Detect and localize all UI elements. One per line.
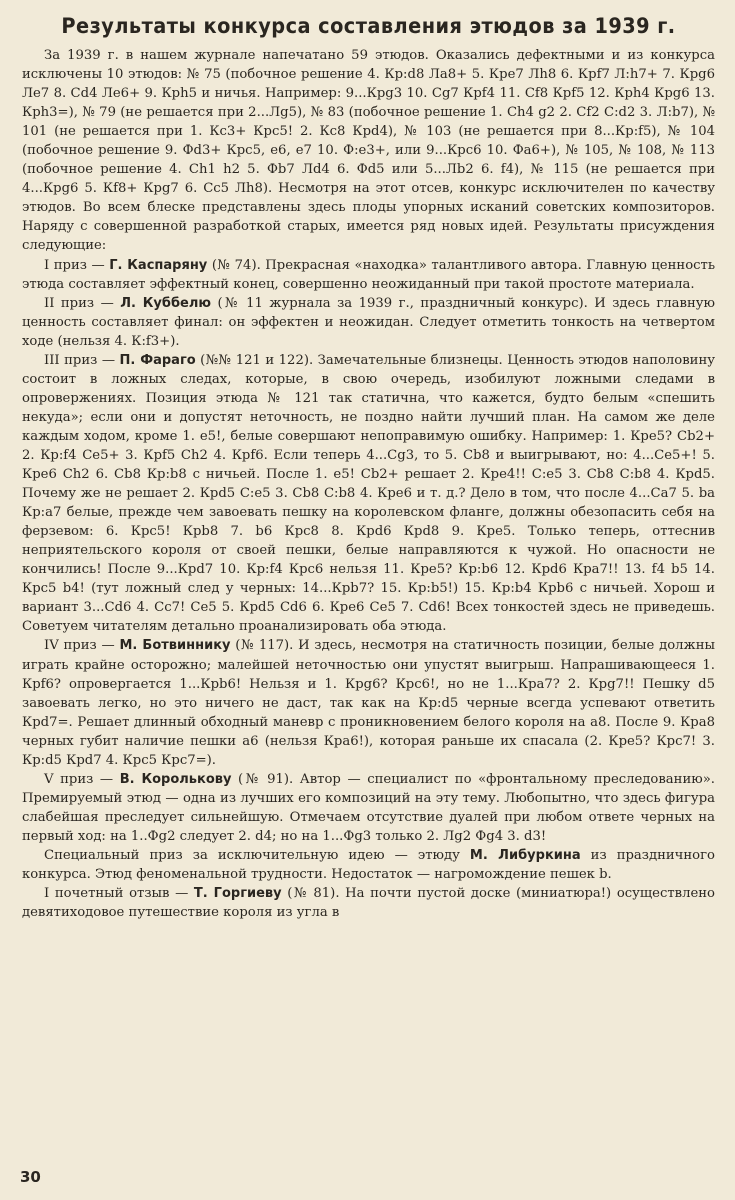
special-prize-text: из праздничного конкурса. Этюд феноменальной трудности. Недостаток — нагромождение пешек b. <box>22 847 715 883</box>
article-title: Результаты конкурса составления этюдов за 1939 г. <box>61 14 676 38</box>
intro-paragraph: За 1939 г. в нашем журнале напечатано 59 этюдов. Оказались дефектными и из конкурса исключены 10 этюдов: № 75 (побочное решение 4. Кр:d8 Ла8+ 5. Кре7 Лh8 6. Крf7 Л:h7+ 7. Крg6 Ле7 8. Cd4 Ле6+ 9. Крh5 и ничья. Например: 9...Крg3 10. Cg7 Крf4 11. Cf8 Крf5 12. Крh4 Крg6 13. Крh3=), № 79 (не решается при 2...Лg5), № 83 (побочное решение 1. Ch4 g2 2. Cf2 С:d2 3. Л:b7), № 101 (не решается при 1. Кc3+ Крс5! 2. Кс8 Крd4), № 103 (не решается при 8...Кр:f5), № 104 (побочное решение 9. Фd3+ Крс5, е6, е7 10. Ф:е3+, или 9...Крс6 10. Фа6+), № 105, № 108, № 113 (побочное решение 4. Ch1 h2 5. Фb7 Лd4 6. Фd5 или 5...Лb2 6. f4), № 115 (не решается при 4...Крg6 5. Кf8+ Крg7 6. Сс5 Лh8). Несмотря на этот отсев, конкурс исключителен по качеству этюдов. Во всем блеске представлены здесь плоды упорных исканий советских композиторов. Наряду с совершенной разработкой старых, имеется ряд новых идей. Результаты присуждения следующие: <box>22 48 715 254</box>
prize-1-author: Г. Каспаряну <box>109 257 208 273</box>
article-body <box>22 46 715 922</box>
prize-3-text: (№№ 121 и 122). Замечательные близнецы. Ценность этюдов наполовину состоит в ложных следах, которые, в свою очередь, изобилуют ложными следами в опровержениях. Позиция этюда № 121 так статична, что кажется, будто белым «спешить некуда»; если они и допустят неточность, не поздно найти лучший план. На самом же деле каждым ходом, кроме 1. е5!, белые совершают непоправимую ошибку. Например: 1. Кре5? Cb2+ 2. Кр:f4 Се5+ 3. Крf5 Ch2 4. Крf6. Если теперь 4...Cg3, то 5. Cb8 и выигрывают, но: 4...Се5+! 5. Кре6 Ch2 6. Cb8 Кр:b8 с ничьей. После 1. е5! Cb2+ решает 2. Кре4!! С:е5 3. Cb8 С:b8 4. Крd5. Почему же не решает 2. Крd5 С:е5 3. Cb8 С:b8 4. Кре6 и т. д.? Дело в том, что после 4...Са7 5. bа Кр:а7 белые, прежде чем завоевать пешку на королевском фланге, должны обезопасить себя на ферзевом: 6. Крс5! Крb8 7. b6 Крс8 8. Крd6 Крd8 9. Кре5. Только теперь, оттеснив неприятельского короля от своей пешки, белые направляются к чужой. Но опасности не кончились! После 9...Крd7 10. Кр:f4 Крс6 нельзя 11. Кре5? Кр:b6 12. Крd6 Кра7!! 13. f4 b5 14. Крс5 b4! (тут ложный след у черных: 14...Крb7? 15. Кр:b5!) 15. Кр:b4 Крb6 с ничьей. Хорош и вариант 3...Cd6 4. Cc7! Се5 5. Крd5 Cd6 6. Кре6 Се5 7. Cd6! Всех тонкостей здесь не приведешь. Советуем читателям детально проанализировать оба этюда. <box>22 352 716 635</box>
prize-3-paragraph <box>22 351 715 637</box>
prize-4-text: (№ 117). И здесь, несмотря на статичность позиции, белые должны играть крайне осторожно; малейшей неточностью они упустят выигрыш. Напрашивающееся 1. Крf6? опровергается 1...Крb6! Нельзя и 1. Крg6? Крс6!, но не 1...Кра7? 2. Крg7!! Пешку d5 завоевать легко, но это ничего не даст, так как на Кр:d5 черные всегда успевают ответить Крd7=. Решает длинный обходный маневр с проникновением белого короля на а8. После 9. Кра8 черных губит наличие пешки а6 (нельзя Кра6!), которая раньше их спасала (2. Кре5? Крс7! 3. Кр:d5 Крd7 4. Крс5 Крс7=). <box>22 638 715 768</box>
prize-3-author: П. Фараго <box>119 352 196 368</box>
prize-3-label: III приз — <box>44 352 120 368</box>
honorable-mention-author: Т. Горгиеву <box>193 886 282 902</box>
prize-4-paragraph <box>22 636 715 769</box>
prize-2-author: Л. Куббелю <box>120 295 212 311</box>
honorable-mention-label: I почетный отзыв — <box>44 886 194 902</box>
prize-2-text: (№ 11 журнала за 1939 г., праздничный конкурс). И здесь главную ценность составляет финал: он эффектен и неожидан. Следует отметить тонкость на четвертом ходе (нельзя 4. К:f3+). <box>22 295 715 349</box>
prize-4-label: IV приз — <box>44 638 120 654</box>
prize-2-label: II приз — <box>44 295 121 311</box>
prize-5-text: (№ 91). Автор — специалист по «фронтальному преследованию». Премируемый этюд — одна из лучших его композиций на эту тему. Любопытно, что здесь фигура слабейшая преследует сильнейшую. Отмечаем отсутствие дуалей при любом ответе черных на первый ход: на 1..Фg2 следует 2. d4; но на 1...Фg3 только 2. Лg2 Фg4 3. d3! <box>22 771 715 844</box>
prize-5-author: В. Королькову <box>119 771 232 787</box>
prize-5-label: V приз — <box>44 771 120 787</box>
special-prize-label: Специальный приз за исключительную идею — этюду <box>44 847 470 863</box>
prize-2-paragraph <box>22 294 715 351</box>
honorable-mention-text: (№ 81). На почти пустой доске (миниатюра!) осуществлено девятиходовое путешествие короля из угла в <box>22 886 715 921</box>
prize-5-paragraph <box>22 770 715 846</box>
prize-1-paragraph <box>22 256 715 294</box>
prize-1-label: I приз — <box>44 257 110 273</box>
special-prize-paragraph <box>22 846 715 884</box>
page-number: 30 <box>20 1168 41 1186</box>
honorable-mention-paragraph <box>22 884 715 922</box>
prize-1-text: (№ 74). Прекрасная «находка» талантливого автора. Главную ценность этюда составляет эффектный конец, совершенно неожиданный при такой простоте материала. <box>22 257 715 292</box>
special-prize-author: М. Либуркина <box>469 847 581 863</box>
prize-4-author: М. Ботвиннику <box>119 638 231 654</box>
